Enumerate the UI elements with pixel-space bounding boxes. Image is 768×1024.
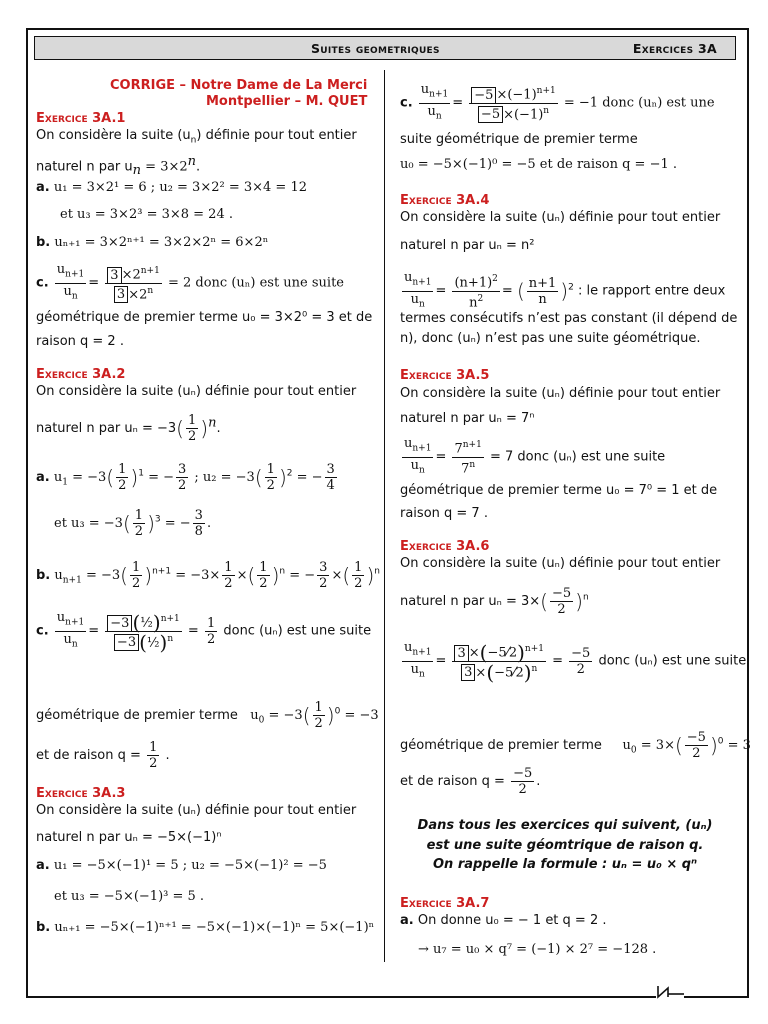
- ex1-c-frac-rhs: $\frac{3 \times 2^{n+1}}{3 \times 2^n}$: [105, 264, 162, 302]
- ex2-c2-text: géométrique de premier terme: [36, 708, 238, 723]
- ex2-c-frac-rhs: $\frac{-3 (\frac{1}{2})^{n+1}}{-3 (\frac{1}{2})^n}$: [105, 612, 181, 650]
- ex1-c: c. $\frac{u_{n+1}}{u_n}$ = $\frac{3 \times 2^{n+1}}{3 \times 2^n}$ = 2 donc (uₙ) est une suite: [36, 262, 344, 304]
- ex2-a1: a. $u_1 = -3$( $\frac{1}{2}$ )$^1$ = − $\frac{3}{2}$ ; u₂ = −3( $\frac{1}{2}$ )$^2$ = − $\frac{3}{4}$: [36, 462, 335, 493]
- ex2-b: b. $u_{n+1} = -3$( $\frac{1}{2}$ )$^{n+1}$ = −3× $\frac{1}{2}$ ×( $\frac{1}{2}$ )$^n$ = − $\frac{3}{2}$ ×( $\frac{1}{2}$ )$^n$: [36, 560, 380, 591]
- ex5-r-tail: = 7 donc (uₙ) est une suite: [489, 449, 666, 465]
- ex7-a-label: a.: [400, 913, 414, 928]
- ex6-r2-text: géométrique de premier terme: [400, 738, 602, 753]
- ex2-a2-text: et u₃ = −3: [54, 516, 123, 531]
- ex3-intro2: naturel n par uₙ = −5×(−1)ⁿ: [36, 830, 222, 845]
- ex1-a-label: a.: [36, 180, 50, 195]
- ex3-b-label: b.: [36, 920, 51, 935]
- ex3-c-frac-rhs: $\frac{-5 \times(-1)^{n+1}}{-5 \times(-1)^n}$: [469, 84, 557, 122]
- ex5-r3: raison q = 7 .: [400, 506, 488, 521]
- ex1-a1-text: u₁ = 3×2¹ = 6 ; u₂ = 3×2² = 3×4 = 12: [53, 180, 307, 195]
- ex1-intro1-a: On considère la suite (u: [36, 128, 191, 143]
- ex7-title: Exercice 3A.7: [400, 896, 490, 911]
- ex2-a1-mid: ; u₂ = −3: [190, 470, 255, 485]
- ex7-a1: [400, 913, 607, 928]
- ex6-r3: et de raison q = $\frac{-5}{2}$ .: [400, 766, 541, 797]
- ex3-c3: u₀ = −5×(−1)⁰ = −5 et de raison q = −1 .: [400, 157, 677, 172]
- ex3-c-label: c.: [400, 95, 413, 111]
- corrige-line2: Montpellier – M. QUET: [206, 94, 368, 109]
- ex6-r-tail: donc (uₙ) est une suite: [598, 653, 747, 669]
- column-divider: [384, 70, 385, 962]
- ex1-intro1-sub: n: [190, 135, 197, 146]
- ex4-intro2: naturel n par uₙ = n²: [400, 238, 535, 253]
- ex5-ratio: $\frac{u_{n+1}}{u_n}$ = $\frac{7^{n+1}}{7^n}$ = 7 donc (uₙ) est une suite: [404, 436, 666, 476]
- ex3-title: Exercice 3A.3: [36, 786, 126, 801]
- ex2-intro2: naturel n par uₙ = −3( $\frac{1}{2}$ )$^n$.: [36, 413, 221, 444]
- ex2-c-label: c.: [36, 623, 49, 639]
- ex2-c2: géométrique de premier terme $u_0 = -3$( $\frac{1}{2}$ )$^0$ = −3: [36, 700, 379, 731]
- ex1-c-frac-lhs: $\frac{u_{n+1}}{u_n}$: [56, 262, 85, 302]
- ex2-a2: et u₃ = −3( $\frac{1}{2}$ )$^3$ = − $\frac{3}{8}$ .: [54, 508, 212, 539]
- ex4-ratio: $\frac{u_{n+1}}{u_n}$ = $\frac{(n+1)^2}{n^2}$ = ( $\frac{n+1}{n}$ )$^2$ : le rapport entre deux: [404, 270, 726, 310]
- ex7-a1-text: On donne u₀ = − 1 et q = 2 .: [417, 913, 607, 928]
- ex1-a1: [36, 180, 307, 195]
- ex3-a1: [36, 858, 327, 873]
- ex2-a-label: a.: [36, 470, 50, 485]
- ex1-c-label: c.: [36, 275, 49, 291]
- ex6-r2: géométrique de premier terme $u_0 = 3\times$( $\frac{-5}{2}$ )$^0$ = 3: [400, 730, 751, 761]
- ex4-r3: n), donc (uₙ) n’est pas une suite géométrique.: [400, 331, 701, 346]
- ex3-a1-text: u₁ = −5×(−1)¹ = 5 ; u₂ = −5×(−1)² = −5: [53, 858, 327, 873]
- ex5-title: Exercice 3A.5: [400, 368, 490, 383]
- ex2-intro2-text: naturel n par uₙ = −3: [36, 421, 177, 436]
- ex2-c-tail: donc (uₙ) est une suite: [223, 623, 372, 639]
- ex4-title: Exercice 3A.4: [400, 193, 490, 208]
- ex6-intro2: naturel n par uₙ = 3×( $\frac{-5}{2}$ )$^n$: [400, 586, 589, 617]
- corner-mark: [656, 985, 684, 999]
- ex2-c3-text: et de raison q =: [36, 748, 141, 763]
- ex1-title: Exercice 3A.1: [36, 111, 126, 126]
- ex3-c: c. $\frac{u_{n+1}}{u_n}$ = $\frac{-5 \times(-1)^{n+1}}{-5 \times(-1)^n}$ = −1 donc (uₙ) est une: [400, 82, 715, 122]
- ex3-c2: suite géométrique de premier terme: [400, 132, 638, 147]
- ex2-intro1: On considère la suite (uₙ) définie pour tout entier: [36, 384, 357, 399]
- ex3-b: [36, 920, 374, 935]
- ex2-c3: et de raison q = $\frac{1}{2}$ .: [36, 740, 170, 771]
- header-title: Suites geometriques: [311, 41, 440, 56]
- ex6-title: Exercice 3A.6: [400, 539, 490, 554]
- ex6-intro2-text: naturel n par uₙ = 3×: [400, 594, 541, 609]
- ex5-intro1: On considère la suite (uₙ) définie pour tout entier: [400, 386, 721, 401]
- ex1-c3: raison q = 2 .: [36, 334, 124, 349]
- ex4-r2: termes consécutifs n’est pas constant (il dépend de: [400, 311, 738, 326]
- ex2-b-label: b.: [36, 568, 51, 583]
- ex2-c: c. $\frac{u_{n+1}}{u_n}$ = $\frac{-3 (\frac{1}{2})^{n+1}}{-3 (\frac{1}{2})^n}$ = $\frac{1}{2}$ donc (uₙ) est une suite: [36, 610, 372, 654]
- page-header: [34, 36, 736, 60]
- corrige-line1: CORRIGE – Notre Dame de La Merci: [110, 78, 368, 93]
- ex6-frac-rhs: $\frac{3 \times(-5⁄2)^{n+1}}{3 \times(-5⁄2)^n}$: [452, 642, 546, 680]
- ex4-intro1: On considère la suite (uₙ) définie pour tout entier: [400, 210, 721, 225]
- ex3-a-label: a.: [36, 858, 50, 873]
- ex3-intro1: On considère la suite (uₙ) définie pour tout entier: [36, 803, 357, 818]
- ex3-a2: et u₃ = −5×(−1)³ = 5 .: [54, 889, 205, 904]
- note-line1: Dans tous les exercices qui suivent, (uₙ): [417, 818, 713, 833]
- note-line2: est une suite géomtrique de raison q.: [426, 838, 704, 853]
- ex6-r3-text: et de raison q =: [400, 774, 505, 789]
- ex2-title: Exercice 3A.2: [36, 367, 126, 382]
- header-ref: Exercices 3A: [632, 41, 717, 56]
- ex1-c-mid: = 2 donc (uₙ) est une suite: [167, 275, 344, 291]
- ex3-b-text: uₙ₊₁ = −5×(−1)ⁿ⁺¹ = −5×(−1)×(−1)ⁿ = 5×(−1)ⁿ: [54, 920, 375, 935]
- ex1-def: = 3×2: [141, 159, 188, 175]
- ex1-intro1-c: ) définie pour tout entier: [196, 128, 357, 143]
- ex6-intro1: On considère la suite (uₙ) définie pour tout entier: [400, 556, 721, 571]
- ex1-b-label: b.: [36, 235, 51, 250]
- ex1-intro2-a: naturel n par u: [36, 159, 133, 175]
- ex5-r2: géométrique de premier terme u₀ = 7⁰ = 1 et de: [400, 483, 718, 498]
- ex5-intro2: naturel n par uₙ = 7ⁿ: [400, 411, 535, 426]
- ex1-a2: et u₃ = 3×2³ = 3×8 = 24 .: [60, 207, 233, 222]
- ex4-r-tail: : le rapport entre deux: [577, 283, 726, 299]
- ex1-intro1: [36, 128, 357, 146]
- note-line3: On rappelle la formule : uₙ = u₀ × qⁿ: [432, 857, 698, 872]
- ex1-intro2: naturel n par $u_n = 3\times 2^n$.: [36, 154, 201, 178]
- ex1-b: [36, 235, 268, 250]
- ex1-c2: géométrique de premier terme u₀ = 3×2⁰ = 3 et de: [36, 310, 373, 325]
- ex7-a2: → u₇ = u₀ × q⁷ = (−1) × 2⁷ = −128 .: [418, 942, 657, 957]
- ex3-c-mid: = −1 donc (uₙ) est une: [563, 95, 715, 111]
- ex6-ratio: $\frac{u_{n+1}}{u_n}$ = $\frac{3 \times(-5⁄2)^{n+1}}{3 \times(-5⁄2)^n}$ = $\frac{-5}{2}$ donc (uₙ) est une suite: [404, 640, 747, 684]
- ex1-b-text: uₙ₊₁ = 3×2ⁿ⁺¹ = 3×2×2ⁿ = 6×2ⁿ: [54, 235, 269, 250]
